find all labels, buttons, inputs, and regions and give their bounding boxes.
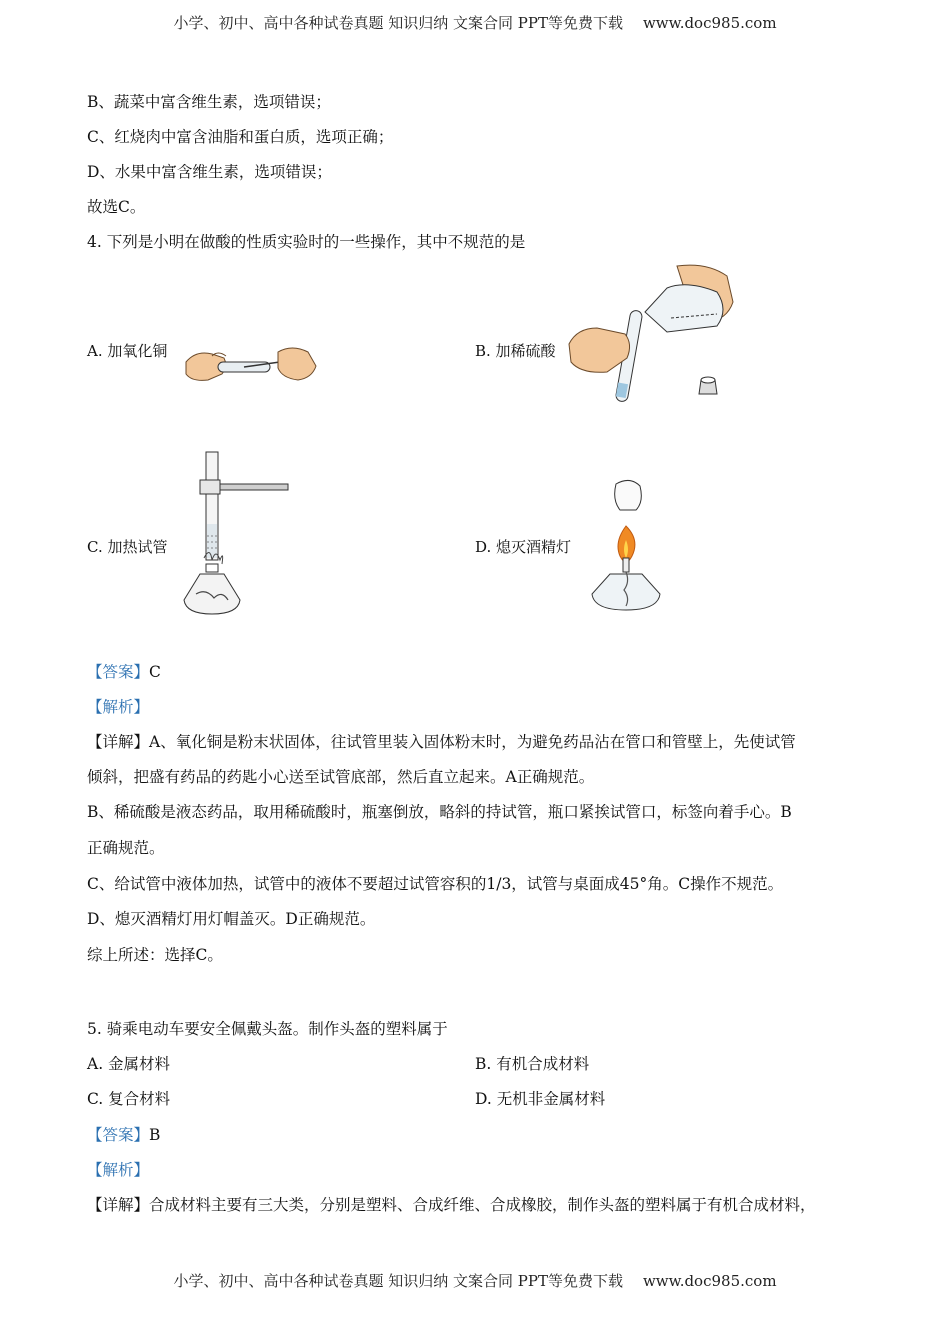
q5-option-b: B. 有机合成材料 (475, 1055, 590, 1073)
q4-stem: 4. 下列是小明在做酸的性质实验时的一些操作，其中不规范的是 (87, 233, 526, 251)
footer-url[interactable]: www.doc985.com (642, 1272, 777, 1290)
q5-option-a: A. 金属材料 (87, 1055, 171, 1073)
q5-analysis-tag: 【解析】 (87, 1161, 150, 1179)
q4-answer-value: C (149, 663, 161, 681)
q5-detail-tag: 【详解】 (87, 1196, 150, 1214)
q4-figure-b-liquid-pouring (567, 262, 737, 407)
q4-detail-1 (87, 730, 796, 752)
q4-answer-tag: 【答案】 (87, 663, 150, 681)
q4-answer (87, 660, 161, 682)
q4-option-a-label: A. 加氧化铜 (87, 342, 168, 360)
q4-detail-6: D、熄灭酒精灯用灯帽盖灭。D正确规范。 (87, 910, 376, 928)
header-text: 小学、初中、高中各种试卷真题 知识归纳 文案合同 PPT等免费下载 (173, 14, 623, 32)
q4-detail-3: B、稀硫酸是液态药品，取用稀硫酸时，瓶塞倒放，略斜的持试管，瓶口紧挨试管口，标签向着手心。B (87, 803, 792, 821)
q5-answer-tag: 【答案】 (87, 1126, 150, 1144)
header-url[interactable]: www.doc985.com (642, 14, 777, 32)
q4-figure-a-powder-addition (182, 340, 322, 400)
prev-conclusion: 故选C。 (87, 198, 146, 216)
q4-detail-tag: 【详解】 (87, 733, 150, 751)
q4-detail-2: 倾斜，把盛有药品的药匙小心送至试管底部，然后直立起来。A正确规范。 (87, 768, 595, 786)
q5-answer-value: B (149, 1126, 161, 1144)
q4-analysis (87, 695, 149, 717)
q5-detail-line1: 合成材料主要有三大类，分别是塑料、合成纤维、合成橡胶，制作头盔的塑料属于有机合成材料， (149, 1196, 816, 1214)
q5-option-d: D. 无机非金属材料 (475, 1090, 606, 1108)
q5-answer (87, 1123, 160, 1145)
q4-figure-c-heating-tube (180, 450, 290, 620)
q4-option-c-label: C. 加热试管 (87, 538, 168, 556)
q5-detail-1 (87, 1193, 816, 1215)
page-footer (0, 1270, 950, 1291)
footer-text: 小学、初中、高中各种试卷真题 知识归纳 文案合同 PPT等免费下载 (173, 1272, 623, 1290)
q4-analysis-tag: 【解析】 (87, 698, 150, 716)
prev-option-c-explanation: C、红烧肉中富含油脂和蛋白质，选项正确； (87, 128, 394, 146)
q4-option-b-label: B. 加稀硫酸 (475, 342, 556, 360)
q4-detail-4: 正确规范。 (87, 839, 165, 857)
q4-detail-5: C、给试管中液体加热，试管中的液体不要超过试管容积的1/3，试管与桌面成45°角。C操作不规范。 (87, 875, 784, 893)
q4-summary: 综上所述：选择C。 (87, 946, 223, 964)
prev-option-d-explanation: D、水果中富含维生素，选项错误； (87, 163, 332, 181)
page-header (0, 12, 950, 33)
q5-analysis (87, 1158, 149, 1180)
q4-option-d-label: D. 熄灭酒精灯 (475, 538, 572, 556)
q5-stem: 5. 骑乘电动车要安全佩戴头盔。制作头盔的塑料属于 (87, 1020, 448, 1038)
q5-option-c: C. 复合材料 (87, 1090, 171, 1108)
q4-detail-line1: A、氧化铜是粉末状固体，往试管里装入固体粉末时，为避免药品沾在管口和管壁上，先使试管 (149, 733, 796, 751)
q4-figure-d-lamp-cap (586, 478, 676, 613)
prev-option-b-explanation: B、蔬菜中富含维生素，选项错误； (87, 93, 331, 111)
